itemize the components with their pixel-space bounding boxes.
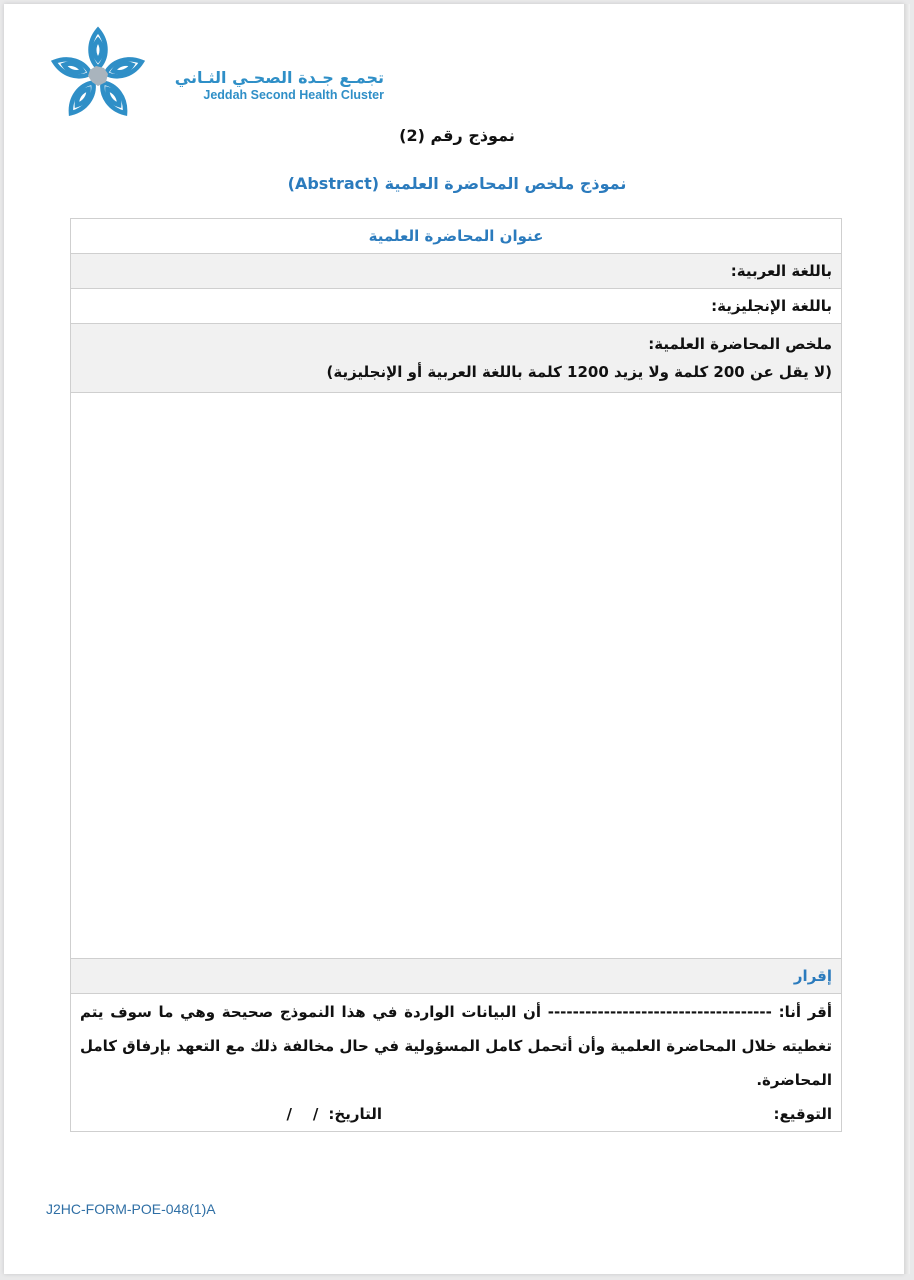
acknowledgment-text: أقر أنا: ------------------------------------ أن البيانات الواردة في هذا النموذج صحيحة وهي ما سوف يتم تغطيته خلال المحاضرة العلمية وأن أتحمل كامل المسؤولية في حال مخالفة ذلك مع التعهد بإرفاق كامل المحاضرة. — [80, 1002, 832, 1089]
date-field[interactable]: التاريخ: — [328, 1104, 382, 1123]
acknowledgment-cell — [71, 994, 842, 1132]
org-name-english: Jeddah Second Health Cluster — [203, 88, 384, 102]
abstract-label: ملخص المحاضرة العلمية: — [648, 335, 832, 353]
signature-date-line — [80, 1097, 832, 1131]
abstract-label-cell — [71, 324, 842, 393]
signature-field[interactable]: التوقيع: — [773, 1104, 832, 1123]
english-title-field[interactable]: باللغة الإنجليزية: — [71, 289, 842, 324]
form-title: نموذج ملخص المحاضرة العلمية (Abstract) — [287, 174, 627, 193]
lecture-title-header: عنوان المحاضرة العلمية — [71, 219, 842, 254]
cluster-logo-icon — [46, 26, 150, 126]
form-code: J2HC-FORM-POE-048(1)A — [46, 1201, 216, 1217]
abstract-text-area[interactable] — [71, 393, 842, 959]
organization-brand — [169, 68, 384, 102]
arabic-title-field[interactable]: باللغة العربية: — [71, 254, 842, 289]
date-slashes: / / — [286, 1104, 319, 1123]
abstract-word-limit-note: (لا يقل عن 200 كلمة ولا يزيد 1200 كلمة باللغة العربية أو الإنجليزية) — [326, 363, 832, 381]
org-name-arabic: تجمـع جـدة الصحـي الثـاني — [174, 68, 384, 87]
abstract-form-table — [70, 218, 842, 1132]
acknowledgment-header: إقرار — [71, 959, 842, 994]
form-number: نموذج رقم (2) — [399, 126, 515, 145]
